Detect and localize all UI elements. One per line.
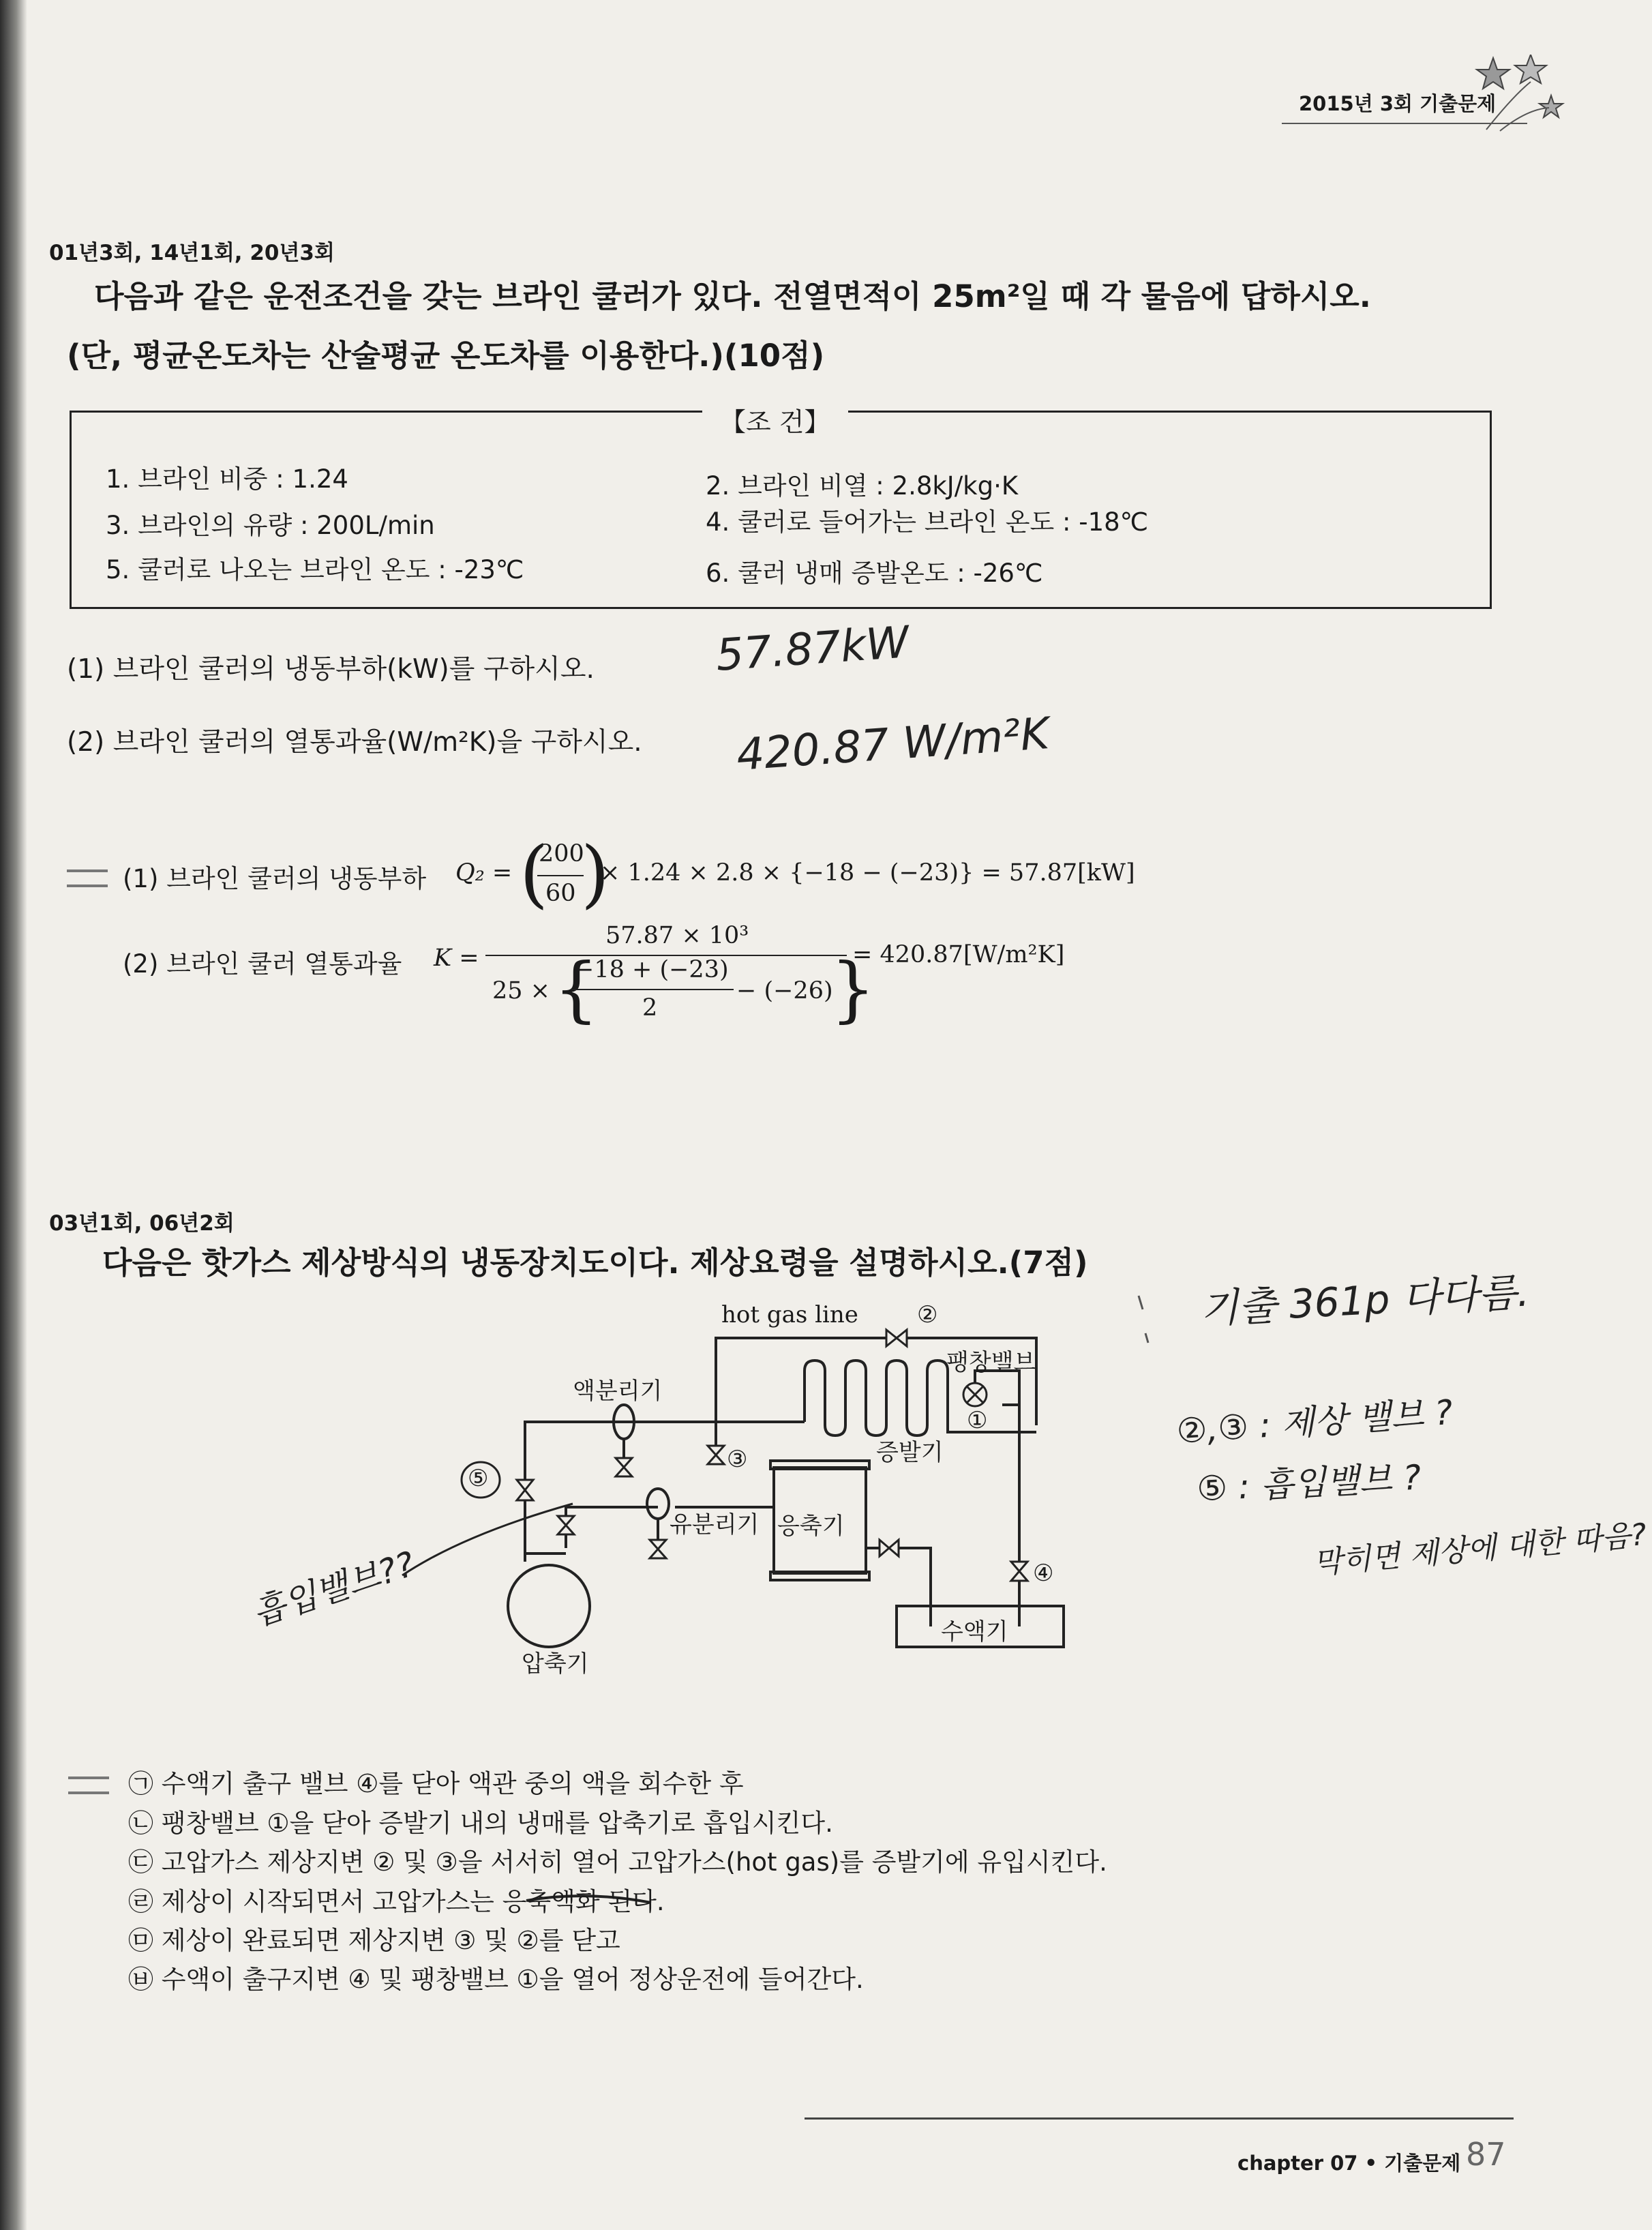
label-valve-2: ②: [917, 1301, 938, 1328]
answer-marker-icon: [68, 1776, 109, 1794]
condition-item: 1. 브라인 비중 : 1.24: [106, 464, 348, 494]
q2-question: 다음은 핫가스 제상방식의 냉동장치도이다. 제상요령을 설명하시오.(7점): [102, 1245, 1088, 1281]
condition-item: 4. 쿨러로 들어가는 브라인 온도 : -18℃: [706, 507, 1149, 537]
answer2-inner-num: −18 + (−23): [574, 956, 729, 983]
answer-step: ㉢ 고압가스 제상지변 ② 및 ③을 서서히 열어 고압가스(hot gas)를 증발기에 유입시킨다.: [128, 1847, 1107, 1877]
label-liquid-separator: 액분리기: [573, 1378, 663, 1405]
label-condenser: 응축기: [777, 1513, 845, 1540]
answer-step: ㉥ 수액이 출구지변 ④ 및 팽창밸브 ①을 열어 정상운전에 들어간다.: [128, 1965, 864, 1994]
label-compressor: 압축기: [522, 1650, 589, 1678]
answer1-paren-right: ): [581, 831, 610, 917]
answer1-frac-bar: [537, 875, 584, 876]
answer1-frac-num: 200: [539, 840, 584, 867]
star-decoration-icon: [1473, 55, 1568, 136]
label-receiver: 수액기: [941, 1618, 1008, 1646]
answer2-inner-bar: [571, 989, 734, 990]
condition-item: 6. 쿨러 냉매 증발온도 : -26℃: [706, 559, 1043, 588]
label-hot-gas-line: hot gas line: [721, 1301, 858, 1328]
answer-step: ㉡ 팽창밸브 ①을 닫아 증발기 내의 냉매를 압축기로 흡입시킨다.: [128, 1809, 833, 1838]
handwritten-note: 기출 361p 다다름.: [1199, 1268, 1531, 1333]
label-oil-separator: 유분리기: [670, 1511, 760, 1538]
answer2-lhs: K =: [434, 945, 479, 972]
footer-rule: [805, 2117, 1514, 2120]
answer-step: ㉤ 제상이 완료되면 제상지변 ③ 및 ②를 닫고: [128, 1926, 620, 1955]
q1-source-tag: 01년3회, 14년1회, 20년3회: [49, 241, 335, 265]
condition-item: 2. 브라인 비열 : 2.8kJ/kg·K: [706, 471, 1019, 501]
answer2-inner-den: 2: [642, 994, 658, 1022]
answer2-label: (2) 브라인 쿨러 열통과율: [123, 949, 402, 979]
handwritten-note: 흡입밸브??: [247, 1544, 420, 1634]
answer2-result: = 420.87[W/m²K]: [852, 941, 1065, 968]
answer1-frac-den: 60: [545, 880, 576, 907]
answer-marker-icon: [67, 869, 108, 887]
answer2-inner-rest: − (−26): [736, 977, 833, 1005]
q1-subquestion-1: (1) 브라인 쿨러의 냉동부하(kW)를 구하시오.: [67, 654, 595, 685]
answer1-rest: × 1.24 × 2.8 × {−18 − (−23)} = 57.87[kW]: [600, 859, 1135, 887]
q1-subquestion-2: (2) 브라인 쿨러의 열통과율(W/m²K)을 구하시오.: [67, 727, 642, 758]
footer-chapter: chapter 07 • 기출문제: [1237, 2152, 1461, 2175]
condition-item: 3. 브라인의 유량 : 200L/min: [106, 511, 435, 540]
answer2-den-a: 25 ×: [492, 977, 550, 1005]
header-title: 2015년 3회 기출문제: [1299, 92, 1497, 115]
answer-step: ㉣ 제상이 시작되면서 고압가스는 응축액화 된다.: [128, 1887, 665, 1916]
q1-question-line2: (단, 평균온도차는 산술평균 온도차를 이용한다.)(10점): [67, 338, 825, 374]
label-valve-1: ①: [967, 1407, 988, 1434]
handwritten-note: ②,③ : 제상 밸브 ?: [1175, 1392, 1454, 1452]
answer1-paren-left: (: [520, 831, 549, 917]
answer2-numerator: 57.87 × 10³: [605, 922, 749, 949]
handwritten-note: ⑤ : 흡입밸브 ?: [1195, 1457, 1422, 1509]
footer-page-number: 87: [1466, 2136, 1506, 2173]
handwritten-note: 막히면 제상에 대한 따음?: [1312, 1517, 1649, 1581]
label-evaporator: 증발기: [876, 1439, 944, 1466]
answer2-brace-left: {: [554, 947, 599, 1030]
answer1-lhs: Q₂ =: [455, 859, 513, 887]
page-edge: [0, 0, 27, 2230]
q1-question-line1: 다음과 같은 운전조건을 갖는 브라인 쿨러가 있다. 전열면적이 25m²일 때 각 물음에 답하시오.: [94, 278, 1371, 314]
label-valve-4: ④: [1033, 1560, 1054, 1587]
label-valve-5: ⑤: [468, 1465, 489, 1492]
answer-step: ㉠ 수액기 출구 밸브 ④를 닫아 액관 중의 액을 회수한 후: [128, 1769, 744, 1798]
conditions-title: 【조 건】: [702, 401, 848, 438]
handwritten-answer-2: 420.87 W/m²K: [734, 709, 1051, 781]
label-valve-3: ③: [727, 1446, 748, 1473]
answer1-label: (1) 브라인 쿨러의 냉동부하: [123, 864, 427, 893]
label-expansion-valve: 팽창밸브: [946, 1349, 1036, 1376]
condition-item: 5. 쿨러로 나오는 브라인 온도 : -23℃: [106, 555, 524, 584]
answer2-brace-right: }: [830, 947, 876, 1030]
q2-source-tag: 03년1회, 06년2회: [49, 1211, 235, 1236]
handwritten-answer-1: 57.87kW: [714, 617, 911, 681]
